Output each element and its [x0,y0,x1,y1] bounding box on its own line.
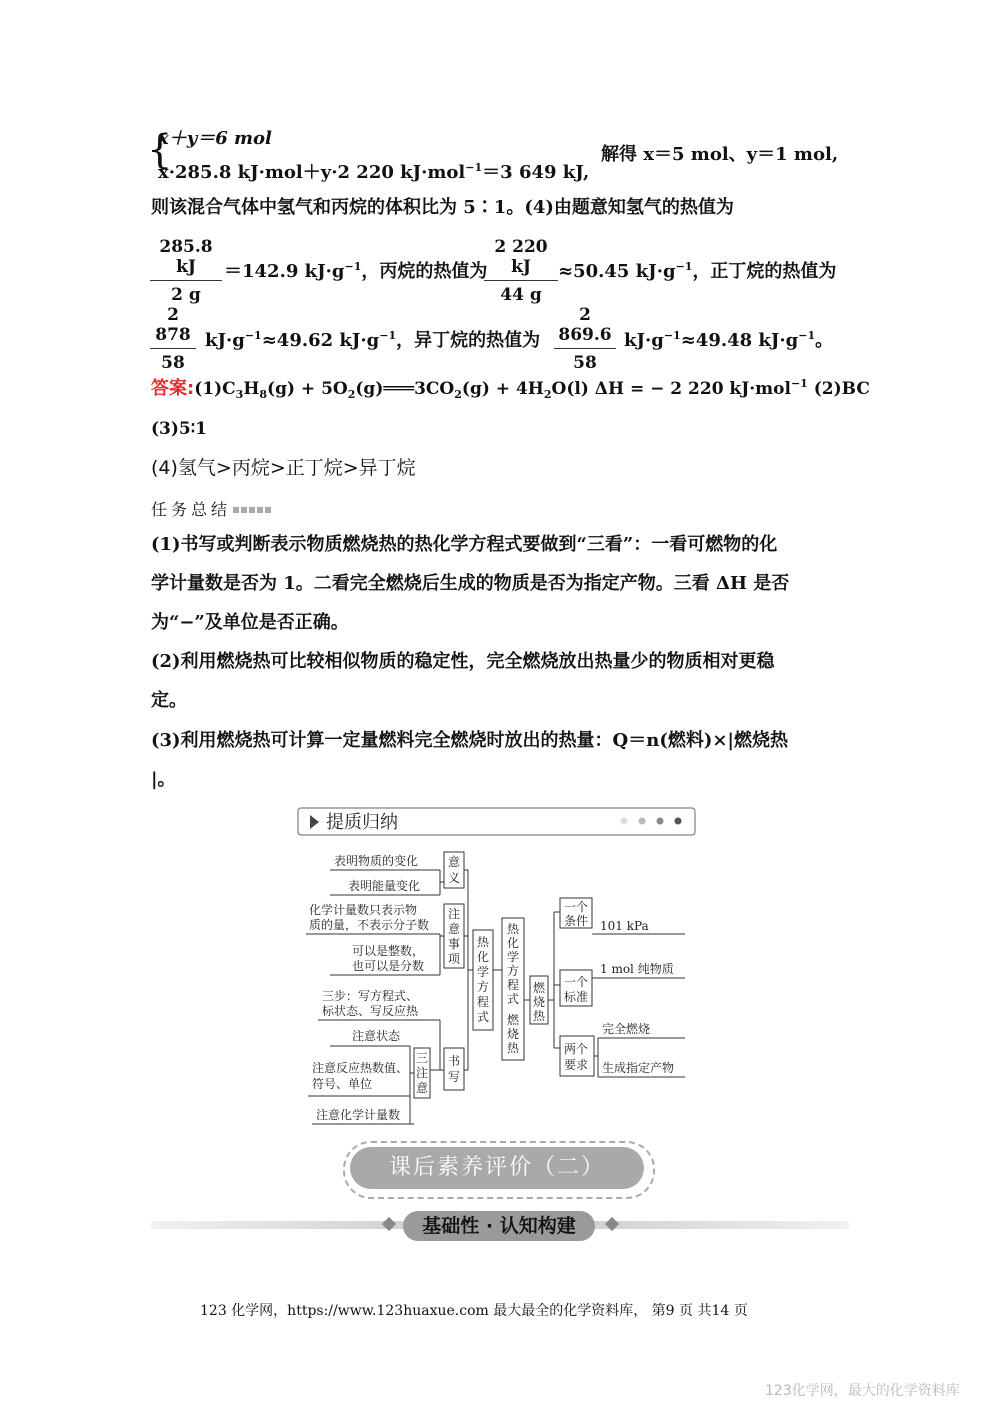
mind-map [290,800,710,1130]
meaning-item-1: 表明物质的变化 [334,854,419,868]
watermark: 123化学网，最大的化学资料库 [765,1383,960,1399]
banner-dot-2 [639,818,646,825]
standard-value: 1 mol 纯物质 [600,962,674,976]
summary-1-line-1: (1)书写或判断表示物质燃烧热的热化学方程式要做到“三看”：一看可燃物的化 [151,534,778,555]
svg-text:化: 化 [477,950,490,964]
node-meaning-text-1: 意 [448,855,461,869]
notes-item-3: 可以是整数， [352,944,425,958]
svg-text:化: 化 [507,936,520,950]
svg-text:程: 程 [477,995,490,1009]
answer-line-3: (3)5∶1 [151,419,207,439]
node-meaning-text-2: 义 [448,871,461,885]
svg-text:注: 注 [416,1066,429,1080]
system-line-2: x·285.8 kJ·mol＋y·2 220 kJ·mol$^{-1}$＝3 649 kJ, [158,161,590,183]
notes-item-4: 也可以是分数 [352,959,425,973]
answer-label: 答案: [151,378,195,399]
summary-heading: 任务总结 [151,497,271,520]
svg-text:学: 学 [507,950,520,964]
banner-dot-3 [657,818,664,825]
svg-text:方: 方 [507,964,520,978]
meaning-item-2: 表明能量变化 [348,879,421,893]
svg-text:燃: 燃 [533,981,546,995]
system-line-1: x＋y＝6 mol [158,128,272,149]
svg-text:热: 热 [533,1009,546,1023]
mind-map-banner [298,808,695,835]
heat-line-2a: $kJ\cdot g^{-1}\approx 49.62$ $kJ\cdot g^{-1}$，异丁烷的热值为 [205,329,541,351]
page-footer: 123 化学网，https://www.123huaxue.com 最大最全的化学资料库， 第9 页 共14 页 [200,1303,748,1319]
three-steps-1: 三步：写方程式、 [322,989,419,1003]
svg-text:学: 学 [477,965,490,979]
svg-text:程: 程 [507,978,520,992]
three-notes-item-3: 符号、单位 [312,1077,373,1091]
condition-value: 101 kPa [600,919,649,933]
banner-dot-1 [621,818,628,825]
svg-text:一个: 一个 [564,975,589,989]
three-notes-item-4: 注意化学计量数 [316,1108,401,1122]
section-title: 课后素养评价（二） [350,1147,644,1189]
svg-text:两个: 两个 [564,1042,589,1056]
heat-line-2b: $kJ\cdot g^{-1}\approx 49.48$ $kJ\cdot g^{-1}$。 [624,329,834,351]
fraction-isobutane: 2 869.6 58 [554,305,616,373]
svg-text:热: 热 [507,1041,520,1055]
fraction-propane: 2 220 kJ 44 g [484,237,558,305]
summary-2-line-2: 定。 [151,690,187,711]
summary-1-line-2: 学计量数是否为 1。二看完全燃烧后生成的物质是否为指定产物。三看 ΔH 是否 [151,573,790,594]
svg-text:要求: 要求 [564,1058,589,1072]
svg-text:标准: 标准 [564,990,589,1004]
svg-text:式: 式 [507,992,520,1006]
svg-text:意: 意 [448,922,461,936]
svg-text:热: 热 [477,935,490,949]
three-notes-item-2: 注意反应热数值、 [312,1061,409,1075]
svg-text:一个: 一个 [564,900,589,914]
notes-item-2: 质的量，不表示分子数 [309,918,430,932]
fraction-n-butane: 2 878 58 [150,305,196,373]
banner-title: 提质归纳 [326,812,398,833]
sub-banner: 基础性 · 认知构建 [403,1211,595,1241]
svg-text:方: 方 [477,980,490,994]
svg-text:条件: 条件 [564,914,589,928]
fraction-hydrogen: 285.8 kJ 2 g [150,237,222,305]
summary-3-line-1: (3)利用燃烧热可计算一定量燃料完全燃烧时放出的热量：Q＝n(燃料)×|燃烧热 [151,730,788,751]
svg-text:意: 意 [416,1081,429,1095]
three-notes-item-1: 注意状态 [352,1029,401,1043]
svg-text:烧: 烧 [533,995,546,1009]
solve-text: 解得 x＝5 mol、y＝1 mol, [601,144,839,165]
svg-text:烧: 烧 [507,1027,520,1041]
ratio-line: 则该混合气体中氢气和丙烷的体积比为 5∶1。(4)由题意知氢气的热值为 [151,197,734,218]
svg-text:热: 热 [507,922,520,936]
svg-text:注: 注 [448,907,461,921]
svg-text:燃: 燃 [507,1013,520,1027]
heat-line-1a: ＝142.9 $kJ\cdot g^{-1}$，丙烷的热值为 [224,260,488,282]
svg-text:三: 三 [416,1051,429,1065]
answer-line-4: (4)氢气>丙烷>正丁烷>异丁烷 [151,457,416,479]
svg-text:写: 写 [448,1070,461,1084]
brace: { [147,127,173,173]
req-item-1: 完全燃烧 [602,1022,651,1036]
svg-text:书: 书 [448,1054,461,1068]
svg-text:事: 事 [448,937,461,951]
req-item-2: 生成指定产物 [602,1061,675,1075]
svg-text:式: 式 [477,1010,490,1024]
heat-line-1b: ≈50.45 $kJ\cdot g^{-1}$，正丁烷的热值为 [558,260,837,282]
summary-2-line-1: (2)利用燃烧热可比较相似物质的稳定性，完全燃烧放出热量少的物质相对更稳 [151,651,775,672]
three-steps-2: 标状态、写反应热 [322,1004,419,1018]
answer-line-1: 答案$:(1)C_3H_8(g)$ + $5O_2(g)═══3CO_2(g) + 4H_2O(l) \Delta H$ = − 2 220 kJ·mol$^{-1}$ (2)BC [151,377,870,401]
svg-text:项: 项 [448,952,461,966]
notes-item-1: 化学计量数只表示物 [309,903,418,917]
summary-3-line-2: |。 [151,769,176,790]
summary-1-line-3: 为“−”及单位是否正确。 [151,612,349,633]
banner-dot-4 [675,818,682,825]
